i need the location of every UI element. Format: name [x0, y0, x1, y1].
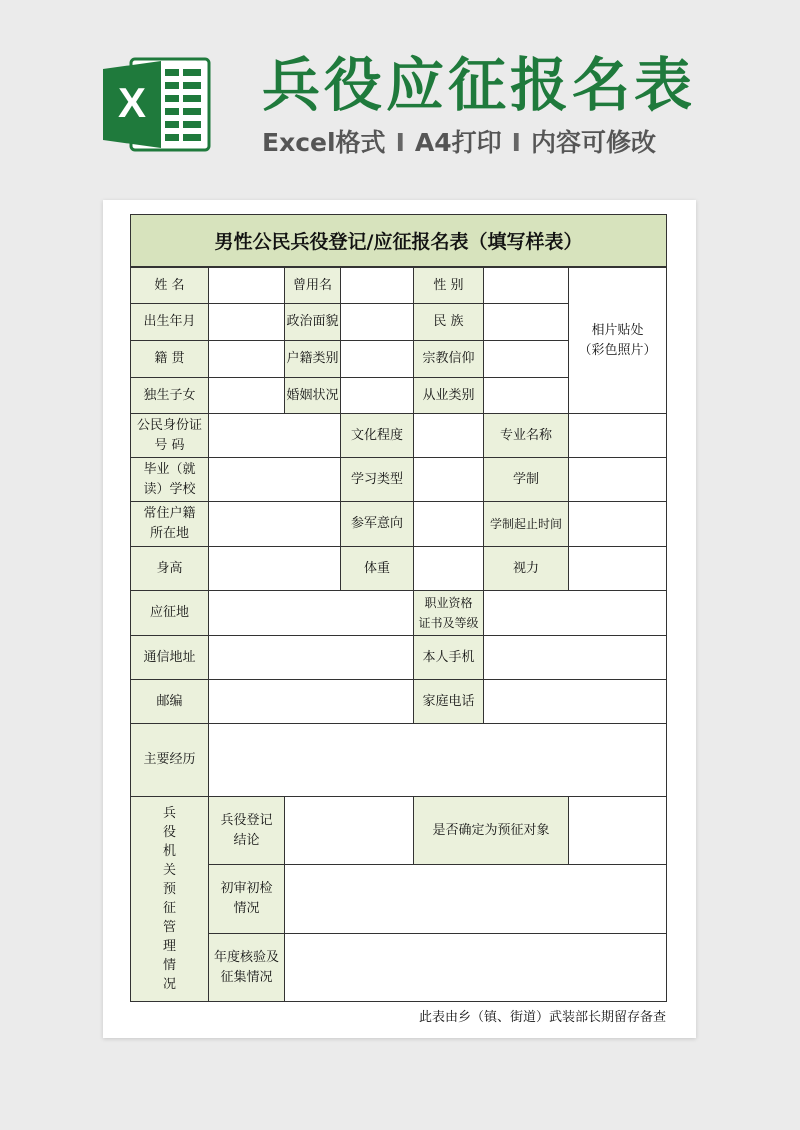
- label-id-line1: 公民身份证: [136, 417, 202, 433]
- field-occupation[interactable]: [483, 377, 569, 414]
- authority-char: 机: [162, 844, 176, 859]
- label-reg-line2: 结论: [233, 832, 260, 848]
- field-address[interactable]: [208, 635, 414, 680]
- field-only-child[interactable]: [208, 377, 285, 414]
- label-id-number: [130, 413, 209, 458]
- field-political[interactable]: [340, 303, 414, 341]
- field-residence[interactable]: [208, 501, 341, 547]
- field-gender[interactable]: [483, 267, 569, 304]
- field-certificate[interactable]: [483, 590, 667, 636]
- field-vision[interactable]: [568, 546, 667, 591]
- label-only-child: 独生子女: [130, 377, 209, 414]
- field-native[interactable]: [208, 340, 285, 378]
- label-gender: 性 别: [413, 267, 484, 304]
- field-education[interactable]: [413, 413, 484, 458]
- authority-char: 兵: [162, 806, 176, 821]
- label-birth: 出生年月: [130, 303, 209, 341]
- label-school-line1: 毕业（就: [143, 461, 196, 477]
- field-birth[interactable]: [208, 303, 285, 341]
- photo-note: （彩色照片）: [578, 342, 657, 358]
- label-registration: [208, 796, 285, 865]
- label-native: 籍 贯: [130, 340, 209, 378]
- label-enlist-place: 应征地: [130, 590, 209, 636]
- label-residence-line2: 所在地: [149, 526, 189, 541]
- label-vision: 视力: [483, 546, 569, 591]
- label-school-line2: 读）学校: [143, 481, 196, 497]
- editable-text: 内容可修改: [530, 128, 656, 157]
- label-reg-line1: 兵役登记: [220, 812, 273, 828]
- authority-char: 情: [162, 958, 176, 973]
- field-enlist-place[interactable]: [208, 590, 414, 636]
- label-postcode: 邮编: [130, 679, 209, 724]
- field-preselect[interactable]: [568, 796, 667, 865]
- label-authority-management: [130, 796, 209, 1002]
- field-id-number[interactable]: [208, 413, 341, 458]
- label-cert-line1: 职业资格: [424, 596, 473, 610]
- form-title: 男性公民兵役登记/应征报名表（填写样表）: [130, 214, 667, 267]
- label-study-type: 学习类型: [340, 457, 414, 502]
- field-weight[interactable]: [413, 546, 484, 591]
- excel-logo-icon: [103, 57, 213, 152]
- field-schooling[interactable]: [568, 457, 667, 502]
- label-intention: 参军意向: [340, 501, 414, 547]
- label-residence-line1: 常住户籍: [143, 506, 196, 521]
- label-address: 通信地址: [130, 635, 209, 680]
- field-annual-check[interactable]: [284, 933, 667, 1002]
- field-registration[interactable]: [284, 796, 414, 865]
- photo-label: 相片贴处: [591, 322, 644, 338]
- authority-char: 关: [162, 863, 176, 878]
- field-schooling-period[interactable]: [568, 501, 667, 547]
- field-household-type[interactable]: [340, 340, 414, 378]
- field-postcode[interactable]: [208, 679, 414, 724]
- authority-char: 管: [162, 920, 176, 935]
- authority-char: 征: [162, 901, 176, 916]
- label-occupation: 从业类别: [413, 377, 484, 414]
- field-school[interactable]: [208, 457, 341, 502]
- field-intention[interactable]: [413, 501, 484, 547]
- footnote: 此表由乡（镇、街道）武装部长期留存备查: [418, 1010, 666, 1025]
- label-school: [130, 457, 209, 502]
- field-marital[interactable]: [340, 377, 414, 414]
- field-home-phone[interactable]: [483, 679, 667, 724]
- banner-title: 兵役应征报名表: [262, 51, 697, 119]
- label-schooling-period: 学制起止时间: [483, 501, 569, 547]
- label-political: 政治面貌: [284, 303, 341, 341]
- field-ethnic[interactable]: [483, 303, 569, 341]
- excel-logo-letter: X: [117, 79, 147, 126]
- label-annual-check: [208, 933, 285, 1002]
- field-name[interactable]: [208, 267, 285, 304]
- label-preselect: 是否确定为预征对象: [413, 796, 569, 865]
- field-study-type[interactable]: [413, 457, 484, 502]
- authority-char: 况: [162, 977, 176, 992]
- label-ethnic: 民 族: [413, 303, 484, 341]
- field-major[interactable]: [568, 413, 667, 458]
- separator: I: [511, 128, 521, 157]
- field-former-name[interactable]: [340, 267, 414, 304]
- label-schooling: 学制: [483, 457, 569, 502]
- label-annual-line1: 年度核验及: [213, 949, 279, 965]
- authority-char: 理: [162, 939, 176, 954]
- label-initial-line1: 初审初检: [220, 881, 273, 896]
- label-id-line2: 号 码: [154, 437, 185, 453]
- banner-subtitle: [262, 126, 656, 160]
- label-religion: 宗教信仰: [413, 340, 484, 378]
- separator: I: [395, 128, 405, 157]
- field-experience[interactable]: [208, 723, 667, 797]
- authority-char: 役: [162, 825, 176, 840]
- label-cert-line2: 证书及等级: [418, 616, 479, 630]
- format-text: Excel格式: [262, 128, 386, 157]
- label-home-phone: 家庭电话: [413, 679, 484, 724]
- label-residence: [130, 501, 209, 547]
- label-height: 身高: [130, 546, 209, 591]
- label-initial-line2: 情况: [233, 901, 260, 916]
- label-education: 文化程度: [340, 413, 414, 458]
- field-religion[interactable]: [483, 340, 569, 378]
- label-former-name: 曾用名: [284, 267, 341, 304]
- label-annual-line2: 征集情况: [220, 969, 273, 985]
- authority-char: 预: [162, 882, 176, 897]
- label-name: 姓 名: [130, 267, 209, 304]
- print-text: A4打印: [414, 128, 502, 157]
- field-mobile[interactable]: [483, 635, 667, 680]
- photo-area[interactable]: [568, 267, 667, 414]
- label-mobile: 本人手机: [413, 635, 484, 680]
- label-certificate: [413, 590, 484, 636]
- label-major: 专业名称: [483, 413, 569, 458]
- label-weight: 体重: [340, 546, 414, 591]
- label-household-type: 户籍类别: [284, 340, 341, 378]
- field-height[interactable]: [208, 546, 341, 591]
- label-initial-check: [208, 864, 285, 934]
- field-initial-check[interactable]: [284, 864, 667, 934]
- label-experience: 主要经历: [130, 723, 209, 797]
- label-marital: 婚姻状况: [284, 377, 341, 414]
